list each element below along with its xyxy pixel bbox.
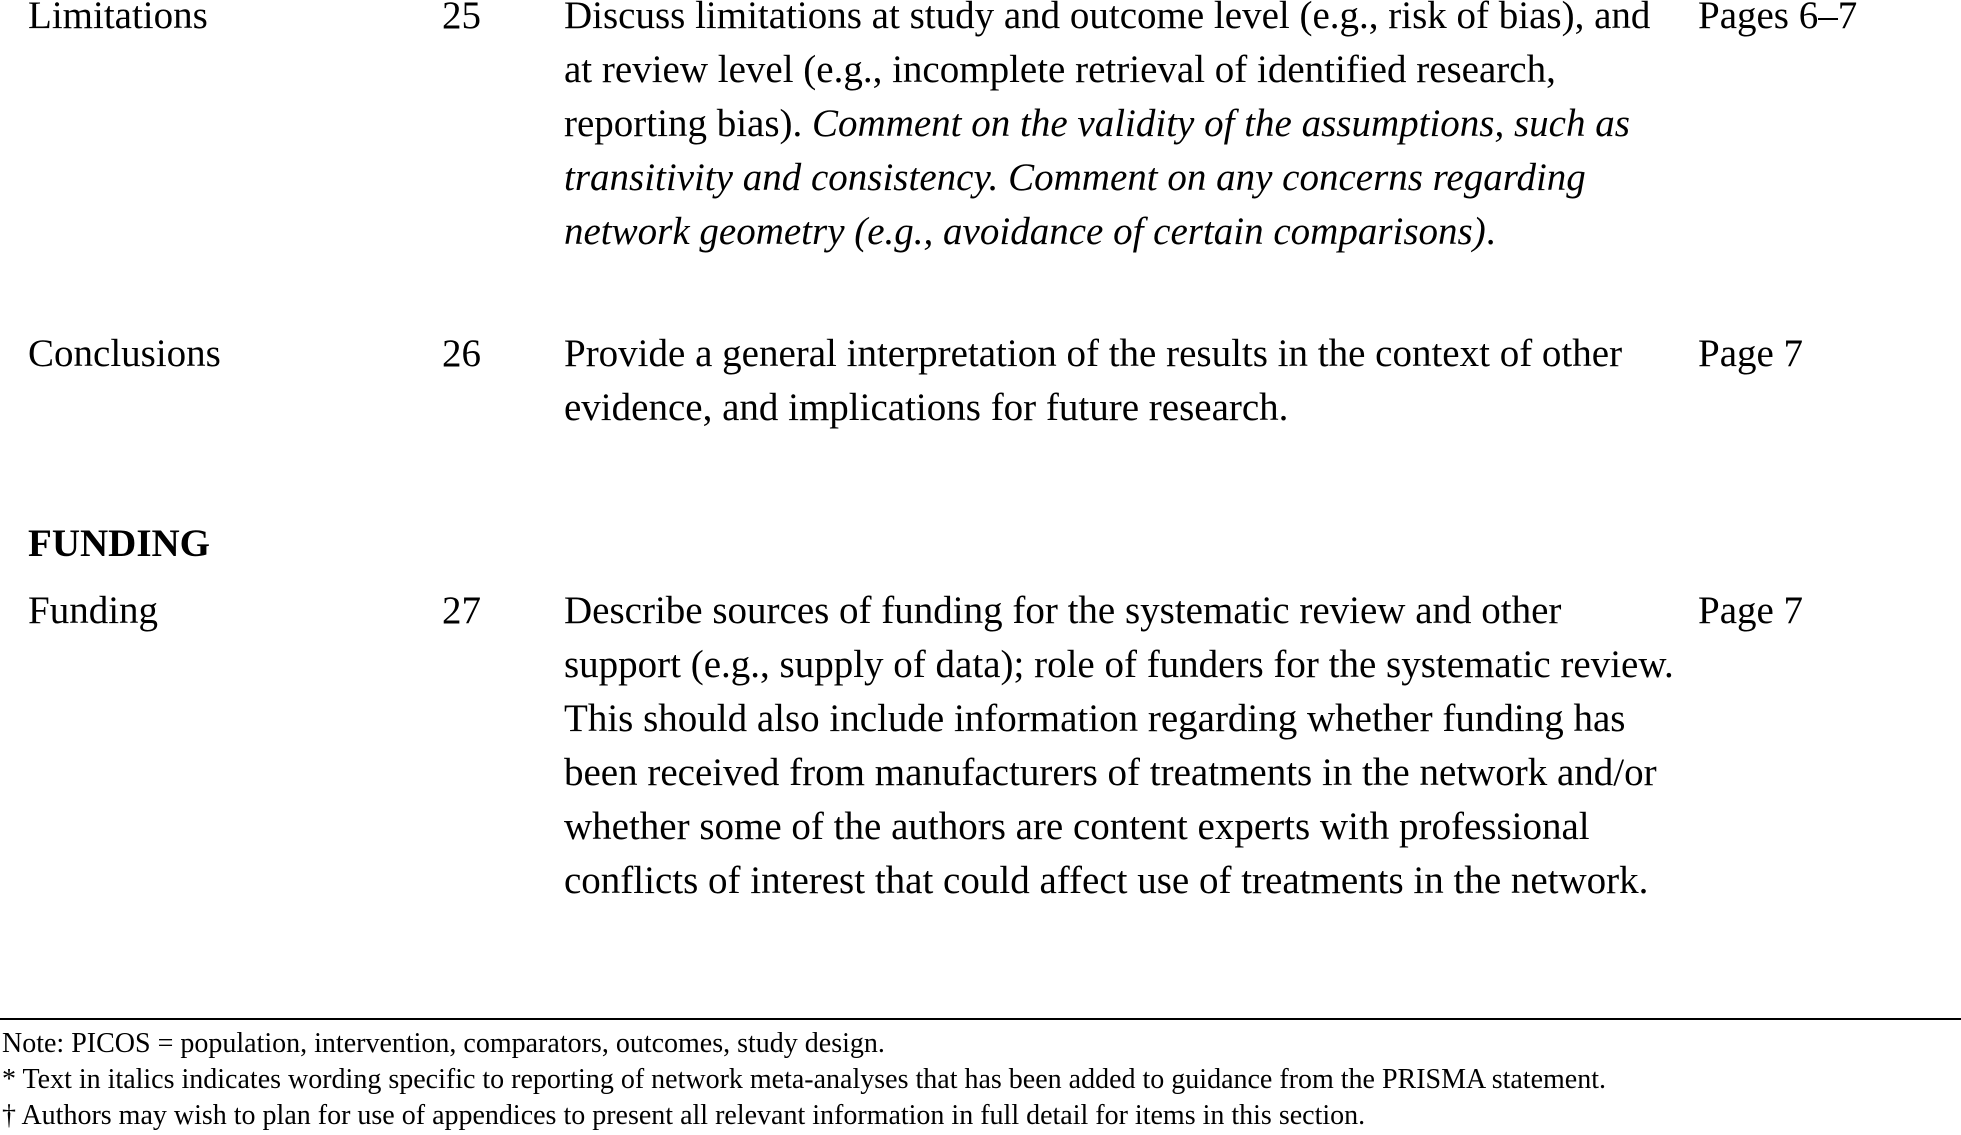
- row-item-number: 27: [442, 589, 481, 632]
- description-text: Discuss limitations at study and outcome level (e.g., risk of bias), and at review level (e.g., incomplete retrieval of identified research, reporting bias).: [564, 0, 1651, 145]
- row-description: [564, 327, 1679, 435]
- description-end: .: [1485, 210, 1496, 253]
- section-heading: FUNDING: [28, 522, 210, 565]
- row-topic: Limitations: [28, 0, 208, 37]
- description-text: Describe sources of funding for the systematic review and other support (e.g., supply of data); role of funders for the systematic review. This should also include information regarding whether funding has been received from manufacturers of treatments in the network and/or whether some of the authors are content experts with professional conflicts of interest that could affect use of treatments in the network.: [564, 589, 1674, 902]
- row-item-number: 25: [442, 0, 481, 37]
- row-page-reference: Pages 6–7: [1698, 0, 1858, 37]
- row-page-reference: Page 7: [1698, 332, 1804, 375]
- row-page-reference: Page 7: [1698, 589, 1804, 632]
- row-item-number: 26: [442, 332, 481, 375]
- row-description: [564, 584, 1679, 908]
- footnote-appendices: † Authors may wish to plan for use of appendices to present all relevant information in full detail for items in this section.: [2, 1100, 1366, 1131]
- row-topic: Conclusions: [28, 332, 221, 375]
- footnote-picos: Note: PICOS = population, intervention, comparators, outcomes, study design.: [2, 1028, 885, 1059]
- description-text: Provide a general interpretation of the results in the context of other evidence, and implications for future research.: [564, 332, 1623, 429]
- description-italic-text: Comment on the validity of the assumptions, such as transitivity and consistency. Comment on any concerns regarding network geometry (e.g., avoidance of certain comparisons): [564, 102, 1630, 253]
- footnote-italics: * Text in italics indicates wording specific to reporting of network meta-analyses that has been added to guidance from the PRISMA statement.: [2, 1064, 1606, 1095]
- row-description: [564, 0, 1679, 259]
- table-footnotes: [2, 1026, 1957, 1134]
- table-bottom-rule: [0, 1018, 1961, 1020]
- row-topic: Funding: [28, 589, 159, 632]
